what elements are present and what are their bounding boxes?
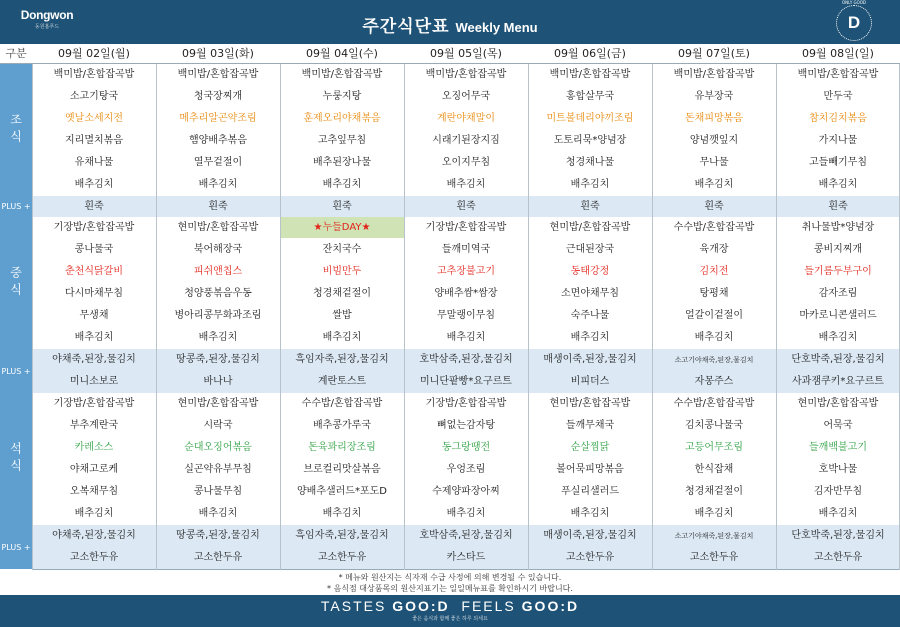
lunch-menu-item: 배추김치 [322, 332, 362, 343]
note-line: * 음식점 대상품목의 원산지표기는 일일메뉴표를 확인하시기 바랍니다. [327, 584, 573, 593]
row-separator [32, 569, 900, 570]
lunch-menu-item: 육개장 [699, 244, 729, 255]
dinner-menu-item: 카레소스 [74, 442, 114, 453]
dinner-menu-item: 볼어묵피망볶음 [556, 464, 624, 475]
breakfast-menu-item: 배추김치 [570, 179, 610, 190]
breakfast-menu-item: 돈채피망볶음 [685, 113, 743, 124]
breakfast-menu-item: 미트볼데리야끼조림 [546, 113, 634, 124]
lunch-menu-item: 취나물밥*양념장 [801, 222, 875, 233]
footer [0, 595, 900, 627]
footer-subtext: 좋은 음식과 함께 좋은 하루 되세요 [412, 616, 488, 622]
dinner-plus-menu-item: 호박삼죽,된장,물김치 [419, 530, 513, 541]
dinner-menu-item: 브로컬리맛살볶음 [303, 464, 381, 475]
dinner-menu-item: 배추김치 [74, 508, 114, 519]
breakfast-menu-item: 만두국 [823, 91, 853, 102]
lunch-label: 중식 [0, 217, 32, 349]
title-korean: 주간식단표 [362, 17, 450, 37]
breakfast-plus-menu-item: 흰죽 [208, 201, 228, 212]
breakfast-menu-item: 배추김치 [818, 179, 858, 190]
dinner-menu-item: 김치콩나물국 [685, 420, 743, 431]
day-header: 09월 03일(화) [182, 47, 254, 60]
lunch-plus-menu-item: 흑임자죽,된장,물김치 [295, 354, 389, 365]
dinner-label: 석식 [0, 393, 32, 525]
dinner-menu-item: 야채고로케 [69, 464, 119, 475]
dinner-menu-item: 어묵국 [823, 420, 853, 431]
breakfast-plus-menu-item: 흰죽 [828, 201, 848, 212]
lunch-plus-menu-item: 계란토스트 [317, 376, 367, 387]
lunch-menu-item: 숙주나물 [570, 310, 610, 321]
breakfast-menu-item: 참치김치볶음 [809, 113, 867, 124]
dinner-menu-item: 동그랑땡전 [441, 442, 491, 453]
brand-subtitle: 동원홈푸드 [34, 24, 60, 30]
lunch-menu-item: 배추김치 [446, 332, 486, 343]
dinner-menu-item: 우엉조림 [446, 464, 486, 475]
lunch-menu-item: 마카로니콘샐러드 [799, 310, 877, 321]
lunch-plus-menu-item: 미니단팥빵*요구르트 [420, 376, 512, 387]
note-line: * 메뉴와 원산지는 식자재 수급 사정에 의해 변경될 수 있습니다. [338, 573, 562, 582]
lunch-menu-item: 동태강정 [570, 266, 610, 277]
lunch-menu-item: 얼갈이겉절이 [685, 310, 743, 321]
lunch-plus-menu-item: 바나나 [203, 376, 233, 387]
breakfast-menu-item: 누룽지탕 [322, 91, 362, 102]
breakfast-menu-item: 배추김치 [322, 179, 362, 190]
dinner-menu-item: 순대오징어볶음 [184, 442, 252, 453]
lunch-plus-menu-item: 소고기야채죽,된장,물김치 [674, 356, 754, 364]
breakfast-menu-item: 열무겉절이 [193, 157, 243, 168]
lunch-plus-menu-item: 매생이죽,된장,물김치 [543, 354, 637, 365]
dinner-menu-item: 기장밥/혼합잡곡밥 [53, 398, 135, 409]
dinner-plus-menu-item: 흑임자죽,된장,물김치 [295, 530, 389, 541]
lunch-menu-item: 피쉬앤칩스 [193, 266, 243, 277]
breakfast-menu-item: 가지나물 [818, 135, 858, 146]
day-header-row [0, 44, 900, 64]
notes [0, 571, 900, 595]
breakfast-menu-item: 오이지무침 [441, 157, 491, 168]
dinner-menu-item: 콩나물무침 [193, 486, 243, 497]
lunch-plus-menu-item: 야채죽,된장,물김치 [52, 354, 136, 365]
breakfast-menu-item: 백미밥/혼합잡곡밥 [53, 69, 135, 80]
breakfast-menu-item: 배추김치 [74, 179, 114, 190]
dinner-menu-item: 기장밥/혼합잡곡밥 [425, 398, 507, 409]
breakfast-menu-item: 백미밥/혼합잡곡밥 [673, 69, 755, 80]
dinner-menu-item: 김자반무침 [813, 486, 863, 497]
day-header: 09월 07일(토) [678, 47, 750, 60]
lunch-menu-item: 다시마채무침 [65, 288, 123, 299]
page-title [0, 12, 900, 37]
dinner-menu-item: 들깨백불고기 [809, 442, 867, 453]
dinner-menu-item: 실곤약유부무침 [184, 464, 252, 475]
dinner-plus-menu-item: 고소한두유 [689, 552, 739, 563]
breakfast-menu-item: 백미밥/혼합잡곡밥 [301, 69, 383, 80]
lunch-menu-item: 배추김치 [74, 332, 114, 343]
breakfast-menu-item: 배추된장나물 [313, 157, 371, 168]
dinner-plus-menu-item: 소고기야채죽,된장,물김치 [674, 532, 754, 540]
column-divider [652, 64, 653, 570]
breakfast-menu-item: 시래기된장지짐 [432, 135, 500, 146]
dinner-plus-menu-item: 고소한두유 [317, 552, 367, 563]
lunch-menu-item: 기장밥/혼합잡곡밥 [425, 222, 507, 233]
dinner-menu-item: 현미밥/혼합잡곡밥 [549, 398, 631, 409]
lunch-menu-item: 감자조림 [818, 288, 858, 299]
breakfast-menu-item: 오징어무국 [441, 91, 491, 102]
day-header: 09월 06일(금) [554, 47, 626, 60]
dinner-plus-menu-item: 땅콩죽,된장,물김치 [176, 530, 260, 541]
breakfast-menu-item: 고추잎무침 [317, 135, 367, 146]
dinner-plus-menu-item: 고소한두유 [69, 552, 119, 563]
lunch-menu-item: 고추장불고기 [437, 266, 495, 277]
dinner-menu-item: 배추김치 [198, 508, 238, 519]
dinner-menu-item: 순살찜닭 [570, 442, 610, 453]
breakfast-menu-item: 배추김치 [198, 179, 238, 190]
lunch-menu-item: 배추김치 [694, 332, 734, 343]
footer-slogan [0, 595, 900, 614]
breakfast-menu-item: 옛날소세지전 [65, 113, 123, 124]
dinner-menu-item: 호박나물 [818, 464, 858, 475]
gubun-header: 구분 [5, 47, 27, 60]
badge-caption: ONLY GOOD [841, 0, 867, 5]
lunch-menu-item: 기장밥/혼합잡곡밥 [53, 222, 135, 233]
dinner-plus-menu-item: 고소한두유 [813, 552, 863, 563]
lunch-plus-menu-item: 호박삼죽,된장,물김치 [419, 354, 513, 365]
lunch-menu-item: 춘천식닭갈비 [65, 266, 123, 277]
lunch-menu-item: 북어해장국 [193, 244, 243, 255]
dinner-plus-menu-item: 단호박죽,된장,물김치 [791, 530, 885, 541]
dinner-menu-item: 뼈없는감자탕 [437, 420, 495, 431]
dinner-plus-menu-item: 야채죽,된장,물김치 [52, 530, 136, 541]
dinner-menu-item: 들깨무채국 [565, 420, 615, 431]
lunch-menu-item: 청양풍볶음우동 [184, 288, 252, 299]
lunch-menu-item: ★누들DAY★ [313, 222, 371, 233]
day-header: 09월 02일(월) [58, 47, 130, 60]
dinner-menu-item: 청경채겉절이 [685, 486, 743, 497]
dinner-menu-item: 고등어무조림 [685, 442, 743, 453]
breakfast-menu-item: 소고기탕국 [69, 91, 119, 102]
breakfast-menu-item: 청경채나물 [565, 157, 615, 168]
breakfast-menu-item: 도토리묵*양념장 [553, 135, 627, 146]
lunch-menu-item: 근대된장국 [565, 244, 615, 255]
breakfast-plus-menu-item: 흰죽 [332, 201, 352, 212]
dinner-menu-item: 배추김치 [694, 508, 734, 519]
breakfast-plus-menu-item: 흰죽 [704, 201, 724, 212]
brand-name: Dongwon [20, 8, 74, 22]
lunch-plus-menu-item: 단호박죽,된장,물김치 [791, 354, 885, 365]
breakfast-menu-item: 유부장국 [694, 91, 734, 102]
dinner-plus-menu-item: 고소한두유 [565, 552, 615, 563]
lunch-plus-menu-item: 땅콩죽,된장,물김치 [176, 354, 260, 365]
column-divider [776, 64, 777, 570]
lunch-menu-item: 병아리콩무화과조림 [174, 310, 262, 321]
column-divider [528, 64, 529, 570]
breakfast-label: 조식 [0, 64, 32, 196]
breakfast-menu-item: 배추김치 [694, 179, 734, 190]
breakfast-menu-item: 고들빼기무침 [809, 157, 867, 168]
breakfast-menu-item: 백미밥/혼합잡곡밥 [177, 69, 259, 80]
dinner-menu-item: 시락국 [203, 420, 233, 431]
column-divider [156, 64, 157, 570]
dinner-menu-item: 돈육꽈리장조림 [308, 442, 376, 453]
dinner-plus-menu-item: 매생이죽,된장,물김치 [543, 530, 637, 541]
day-header: 09월 08일(일) [802, 47, 874, 60]
breakfast-plus-menu-item: 흰죽 [456, 201, 476, 212]
breakfast-plus-label: PLUS + [0, 196, 32, 217]
title-english: Weekly Menu [455, 20, 538, 35]
breakfast-menu-item: 유채나물 [74, 157, 114, 168]
lunch-menu-item: 무말랭이무침 [437, 310, 495, 321]
lunch-plus-menu-item: 비피더스 [570, 376, 610, 387]
slogan-tastes: TASTES [320, 598, 387, 614]
lunch-menu-item: 콩나물국 [74, 244, 114, 255]
lunch-menu-item: 잔치국수 [322, 244, 362, 255]
dinner-menu-item: 배추김치 [570, 508, 610, 519]
dinner-menu-item: 수수밥/혼합잡곡밥 [301, 398, 383, 409]
breakfast-menu-item: 지리멸치볶음 [65, 135, 123, 146]
breakfast-menu-item: 메추리알곤약조림 [179, 113, 257, 124]
dinner-menu-item: 수수밥/혼합잡곡밥 [673, 398, 755, 409]
breakfast-menu-item: 양념깻잎지 [689, 135, 739, 146]
column-divider [280, 64, 281, 570]
dinner-menu-item: 배추콩가루국 [313, 420, 371, 431]
lunch-menu-item: 현미밥/혼합잡곡밥 [177, 222, 259, 233]
lunch-menu-item: 들기름두부구이 [804, 266, 872, 277]
day-header: 09월 04일(수) [306, 47, 378, 60]
good-d-badge-icon: D [836, 5, 872, 41]
lunch-menu-item: 청경채겉절이 [313, 288, 371, 299]
dinner-menu-item: 현미밥/혼합잡곡밥 [177, 398, 259, 409]
lunch-menu-item: 배추김치 [570, 332, 610, 343]
dinner-plus-menu-item: 카스타드 [446, 552, 486, 563]
dinner-menu-item: 배추김치 [446, 508, 486, 519]
breakfast-menu-item: 백미밥/혼합잡곡밥 [797, 69, 879, 80]
lunch-menu-item: 수수밥/혼합잡곡밥 [673, 222, 755, 233]
slogan-feels: FEELS [461, 598, 516, 614]
breakfast-menu-item: 홍합살무국 [565, 91, 615, 102]
lunch-menu-item: 무생채 [79, 310, 109, 321]
dinner-menu-item: 오복채무침 [69, 486, 119, 497]
lunch-plus-label: PLUS + [0, 349, 32, 393]
dinner-menu-item: 배추김치 [818, 508, 858, 519]
lunch-menu-item: 김치전 [699, 266, 729, 277]
breakfast-plus-menu-item: 흰죽 [84, 201, 104, 212]
breakfast-plus-menu-item: 흰죽 [580, 201, 600, 212]
slogan-good-1: GOO:D [392, 598, 450, 614]
lunch-menu-item: 탕평채 [699, 288, 729, 299]
lunch-plus-menu-item: 미니소보로 [69, 376, 119, 387]
dinner-menu-item: 수제양파장아찌 [432, 486, 500, 497]
dinner-menu-item: 현미밥/혼합잡곡밥 [797, 398, 879, 409]
dinner-menu-item: 배추김치 [322, 508, 362, 519]
lunch-menu-item: 배추김치 [818, 332, 858, 343]
breakfast-menu-item: 백미밥/혼합잡곡밥 [425, 69, 507, 80]
dinner-plus-menu-item: 고소한두유 [193, 552, 243, 563]
lunch-menu-item: 콩비지찌개 [813, 244, 863, 255]
slogan-good-2: GOO:D [521, 598, 580, 614]
lunch-menu-item: 현미밥/혼합잡곡밥 [549, 222, 631, 233]
breakfast-menu-item: 청국장찌개 [193, 91, 243, 102]
dinner-menu-item: 부추계란국 [69, 420, 119, 431]
column-divider [32, 64, 33, 570]
breakfast-menu-item: 배추김치 [446, 179, 486, 190]
lunch-menu-item: 들깨미역국 [441, 244, 491, 255]
day-header: 09월 05일(목) [430, 47, 502, 60]
dinner-menu-item: 한식잡채 [694, 464, 734, 475]
menu-header [0, 0, 900, 44]
breakfast-menu-item: 계란야채말이 [437, 113, 495, 124]
lunch-menu-item: 소면야채무침 [561, 288, 619, 299]
lunch-menu-item: 양배추쌈*쌈장 [434, 288, 498, 299]
lunch-plus-menu-item: 사과잼쿠키*요구르트 [792, 376, 884, 387]
breakfast-menu-item: 햄양배추볶음 [189, 135, 247, 146]
dinner-menu-item: 푸실리샐러드 [561, 486, 619, 497]
lunch-menu-item: 쌀밥 [332, 310, 352, 321]
breakfast-menu-item: 훈제오리야채볶음 [303, 113, 381, 124]
breakfast-menu-item: 백미밥/혼합잡곡밥 [549, 69, 631, 80]
lunch-menu-item: 배추김치 [198, 332, 238, 343]
lunch-menu-item: 비빔만두 [322, 266, 362, 277]
breakfast-menu-item: 무나물 [699, 157, 729, 168]
dinner-menu-item: 양배추샐러드*포도D [297, 486, 387, 497]
dinner-plus-label: PLUS + [0, 525, 32, 569]
lunch-plus-menu-item: 자몽주스 [694, 376, 734, 387]
column-divider [404, 64, 405, 570]
